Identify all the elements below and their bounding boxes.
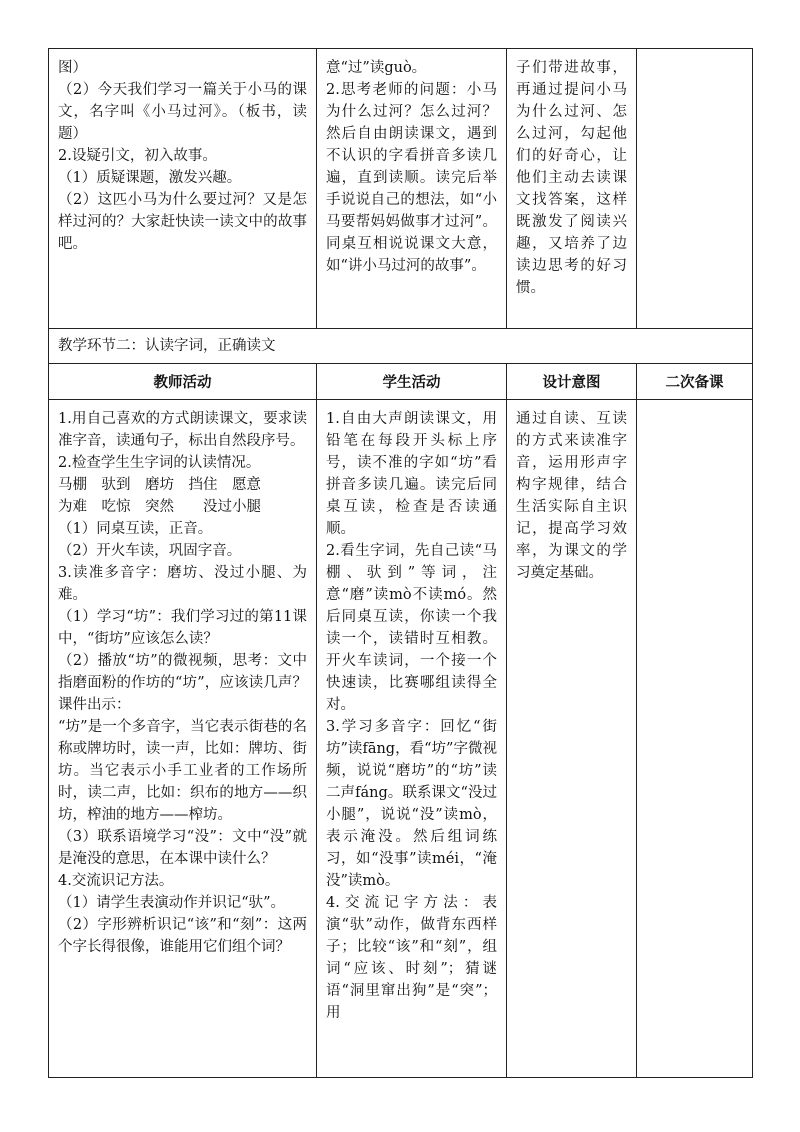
header-student-activity: 学生活动 xyxy=(317,364,507,400)
section-title-cell xyxy=(49,329,753,364)
header-teacher-activity: 教师活动 xyxy=(49,364,317,400)
teacher-activity-text: 1.用自己喜欢的方式朗读课文，要求读准字音，读通句子，标出自然段序号。 2.检查学生生字词的认读情况。 马棚 驮到 磨坊 挡住 愿意 为难 吃惊 突然 没过小腿 （1）同桌互读，正音。 （2）开火车读，巩固字音。 3.读准多音字：磨坊、没过小腿、为难。 （1）学习“坊”：我们学习过的第11课中，“街坊”应该怎么读？ （2）播放“坊”的微视频，思考：文中指磨面粉的作坊的“坊”，应该读几声？课件出示： “坊”是一个多音字，当它表示街巷的名称或牌坊时，读一声，比如：牌坊、街坊。当它表示小手工业者的工作场所时，读二声，比如：织布的地方——织坊，榨油的地方——榨坊。 （3）联系语境学习“没”：文中“没”就是淹没的意思，在本课中读什么？ 4.交流识记方法。 （1）请学生表演动作并识记“驮”。 （2）字形辨析识记“该”和“刻”：这两个字长得很像，谁能用它们组个词？ xyxy=(58,411,307,955)
student-activity-cell xyxy=(317,49,507,329)
teacher-activity-cell xyxy=(49,400,317,1078)
header-second-prep: 二次备课 xyxy=(637,364,753,400)
continued-row xyxy=(49,49,753,329)
student-activity-cell xyxy=(317,400,507,1078)
student-activity-text: 意“过”读guò。 2.思考老师的问题：小马为什么过河？怎么过河？然后自由朗读课文，遇到不认识的字看拼音多读几遍，直到读顺。读完后举手说说自己的想法，如“小马要帮妈妈做事才过河”。同桌互相说说课文大意，如“讲小马过河的故事”。 xyxy=(326,60,497,274)
section-title: 教学环节二：认读字词，正确读文 xyxy=(58,338,276,354)
design-intent-text: 通过自读、互读的方式来读准字音，运用形声字构字规律，结合生活实际自主识记，提高学习效率，为课文的学习奠定基础。 xyxy=(516,411,627,581)
teacher-activity-text: 图） （2）今天我们学习一篇关于小马的课文，名字叫《小马过河》。（板书，读题） 2.设疑引文，初入故事。 （1）质疑课题，激发兴趣。 （2）这匹小马为什么要过河？又是怎样过河的？大家赶快读一读文中的故事吧。 xyxy=(58,60,307,252)
student-activity-text: 1.自由大声朗读课文，用铅笔在每段开头标上序号，读不准的字如“坊”看拼音多读几遍。读完后同桌互读，检查是否读通顺。 2.看生字词，先自己读“马棚、驮到”等词，注意“磨”读mò不读mó。然后同桌互读，你读一个我读一个，读错时互相教。开火车读词，一个接一个快速读，比赛哪组读得全对。 3.学习多音字：回忆“街坊”读fāng，看“坊”字微视频，说说“磨坊”的“坊”读二声fáng。联系课文“没过小腿”，说说“没”读mò，表示淹没。然后组词练习，如“没事”读méi，“淹没”读mò。 4.交流记字方法：表演“驮”动作，做背东西样子；比较“该”和“刻”，组词“应该、时刻”；猜谜语“洞里窜出狗”是“突”；用 xyxy=(326,411,497,1021)
second-prep-cell xyxy=(637,49,753,329)
design-intent-text: 子们带进故事，再通过提问小马为什么过河、怎么过河，勾起他们的好奇心，让他们主动去读课文找答案，这样既激发了阅读兴趣，又培养了边读边思考的好习惯。 xyxy=(516,60,627,296)
design-intent-cell xyxy=(507,400,637,1078)
design-intent-cell xyxy=(507,49,637,329)
second-prep-cell xyxy=(637,400,753,1078)
header-row xyxy=(49,364,753,400)
teacher-activity-cell xyxy=(49,49,317,329)
vocab-line: 为难 吃惊 突然 没过小腿 xyxy=(58,499,261,515)
section-row xyxy=(49,329,753,364)
lesson-plan-table xyxy=(48,48,753,1078)
main-row xyxy=(49,400,753,1078)
vocab-line: 马棚 驮到 磨坊 挡住 愿意 xyxy=(58,477,261,493)
header-design-intent: 设计意图 xyxy=(507,364,637,400)
